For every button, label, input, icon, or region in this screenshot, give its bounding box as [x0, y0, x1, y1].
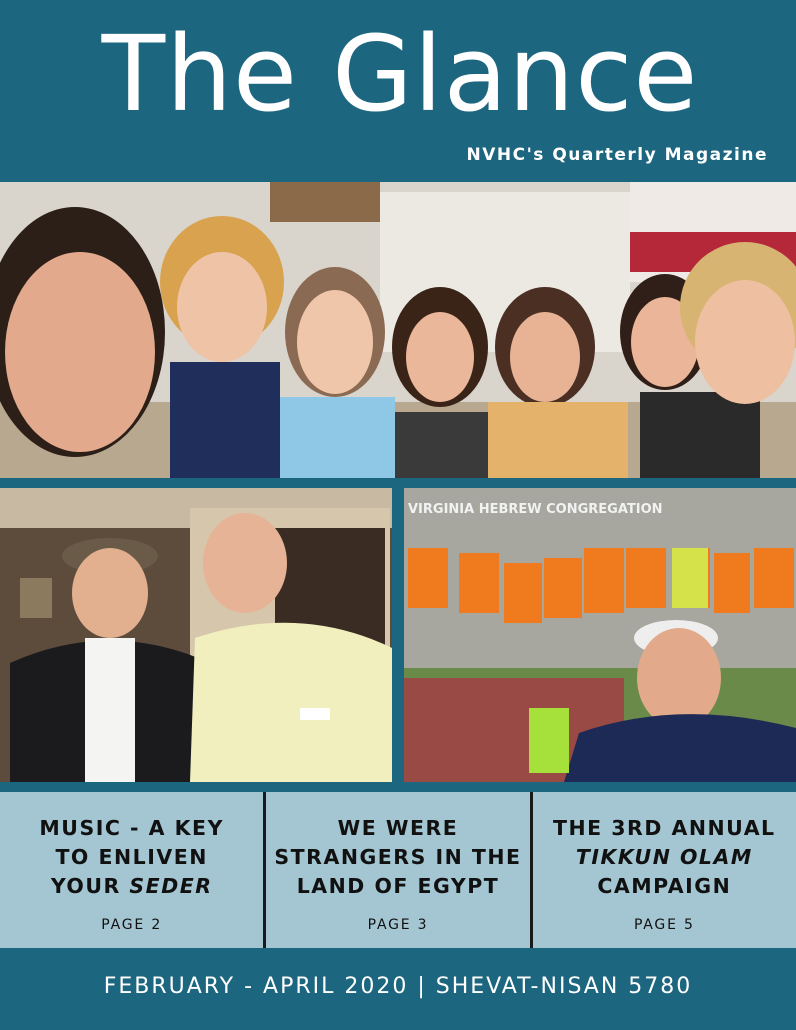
teaser-line: WE WERE	[337, 816, 459, 840]
teaser-line: THE 3RD ANNUAL	[553, 816, 776, 840]
teaser-line: MUSIC - A KEY	[39, 816, 224, 840]
teaser-title	[266, 814, 529, 901]
issue-dates: FEBRUARY - APRIL 2020 | SHEVAT-NISAN 5780	[103, 974, 693, 999]
issue-footer	[0, 948, 796, 1030]
teaser-page-number: PAGE 2	[101, 917, 163, 933]
teaser-line: CAMPAIGN	[597, 874, 732, 898]
magazine-subtitle: NVHC's Quarterly Magazine	[466, 145, 768, 165]
teaser-title	[0, 814, 263, 901]
teaser-line: TIKKUN OLAM	[575, 845, 753, 869]
teaser-music[interactable]	[0, 792, 263, 948]
congregation-sign-text: VIRGINIA HEBREW CONGREGATION	[408, 502, 663, 517]
cover-photo-volunteers	[0, 182, 796, 478]
teaser-line: TO ENLIVEN	[55, 845, 208, 869]
cover-photo-two-men	[0, 488, 392, 782]
teaser-tikkun-olam[interactable]	[530, 792, 796, 948]
masthead	[0, 0, 796, 182]
cover-photo-cleanup-crew	[404, 488, 796, 782]
teaser-title	[533, 814, 796, 901]
teaser-page-number: PAGE 5	[633, 917, 695, 933]
article-teasers	[0, 792, 796, 948]
magazine-title: The Glance	[101, 13, 699, 135]
teaser-line: STRANGERS IN THE	[274, 845, 522, 869]
teaser-line: LAND OF EGYPT	[296, 874, 500, 898]
teaser-line: YOUR SEDER	[50, 874, 213, 898]
teaser-page-number: PAGE 3	[367, 917, 429, 933]
teaser-strangers[interactable]	[263, 792, 529, 948]
